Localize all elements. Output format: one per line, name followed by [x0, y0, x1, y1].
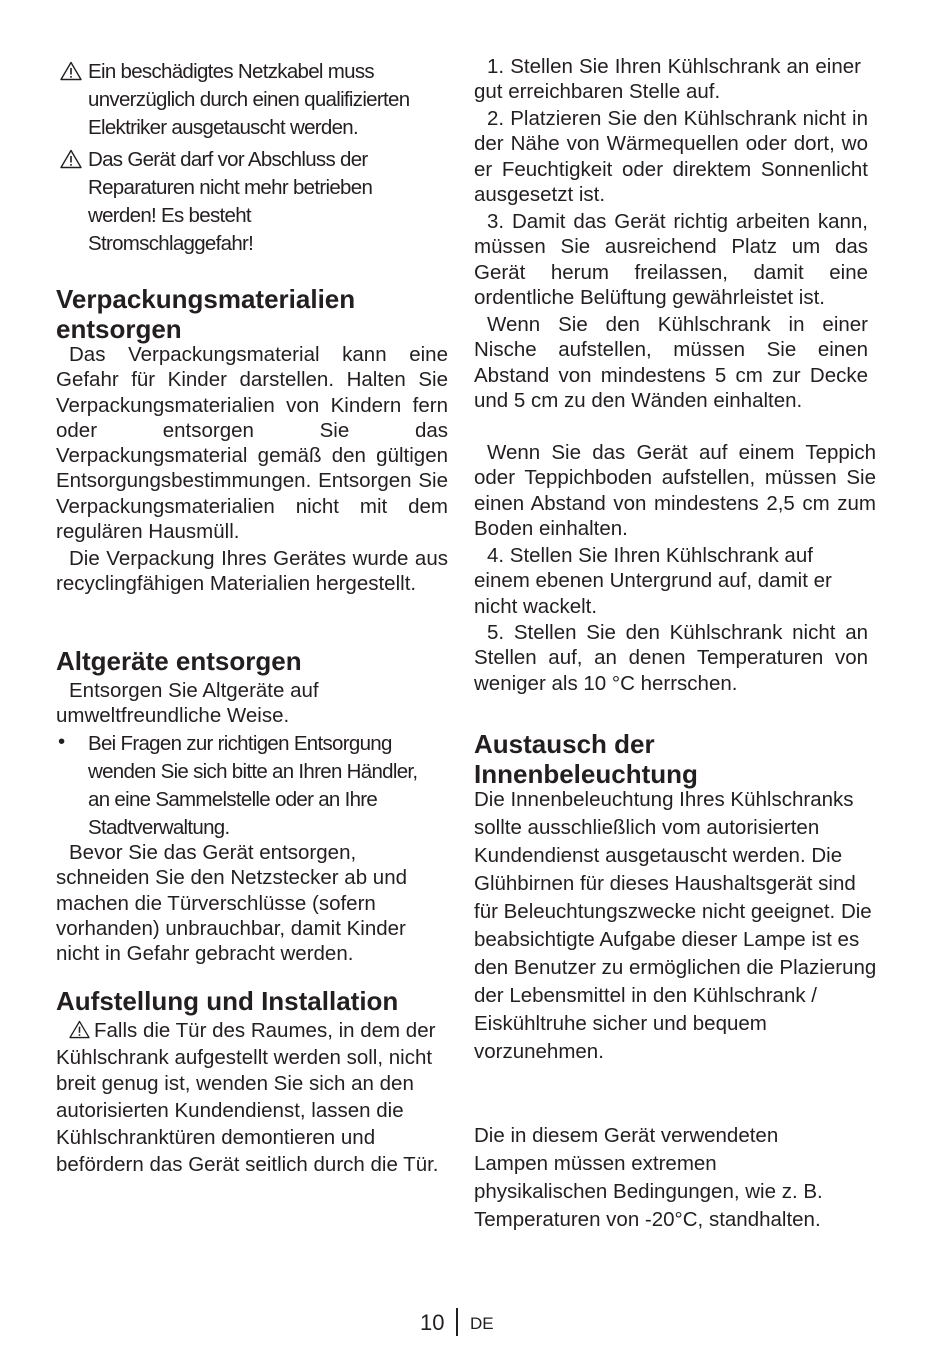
warning-triangle-icon — [60, 61, 82, 81]
old-devices-paragraph-2: Bevor Sie das Gerät entsorgen, schneiden Sie den Netzstecker ab und machen die Türverschlüsse (sofern vorhanden) unbrauchbar, damit Kinder nicht in Gefahr gebracht werden. — [56, 841, 408, 966]
language-code: DE — [470, 1314, 494, 1333]
installation-paragraph — [56, 1018, 441, 1178]
heading-old-devices: Altgeräte entsorgen — [56, 646, 302, 676]
lighting-paragraph-2: Die in diesem Gerät verwendeten Lampen müssen extremen physikalischen Bedingungen, wie z. B. Temperaturen von -20°C, standhalten. — [474, 1124, 823, 1231]
install-step-5: 5. Stellen Sie den Kühlschrank nicht an Stellen auf, an denen Temperaturen von weniger als 10 °C herrschen. — [474, 621, 868, 695]
heading-lighting: Austausch der Innenbeleuchtung — [474, 729, 698, 789]
install-step-3-carpet-note: Wenn Sie das Gerät auf einem Teppich oder Teppichboden aufstellen, müssen Sie einen Abstand von mindestens 2,5 cm zum Boden einhalten. — [474, 441, 876, 540]
warning-triangle-icon — [60, 149, 82, 169]
lighting-paragraph-1: Die Innenbeleuchtung Ihres Kühlschranks sollte ausschließlich vom autorisierten Kundendienst ausgetauscht werden. Die Glühbirnen für dieses Haushaltsgerät sind für Beleuchtungszwecke nicht geeignet. Die beabsichtigte Aufgabe dieser Lampe ist es den Benutzer zu ermöglichen die Plazierung der Lebensmittel in den Kühlschrank / Eiskühltruhe sicher und bequem vorzunehmen. — [474, 788, 877, 1063]
install-step-1: 1. Stellen Sie Ihren Kühlschrank an einer gut erreichbaren Stelle auf. — [474, 55, 861, 104]
old-devices-paragraph-1: Entsorgen Sie Altgeräte auf umweltfreundliche Weise. — [56, 679, 319, 728]
heading-installation: Aufstellung und Installation — [56, 986, 399, 1016]
warning-triangle-icon — [69, 1020, 90, 1039]
bullet-dot-icon: • — [58, 730, 66, 753]
packaging-paragraph-1: Das Verpackungsmaterial kann eine Gefahr für Kinder darstellen. Halten Sie Verpackungsmaterialien von Kindern fern oder entsorgen Sie das Verpackungsmaterial gemäß den gültigen Entsorgungsbestimmungen. Entsorgen Sie Verpackungsmaterialien nicht mit dem regulären Hausmüll. — [56, 343, 448, 544]
packaging-paragraph-2: Die Verpackung Ihres Gerätes wurde aus recyclingfähigen Materialien hergestellt. — [56, 547, 448, 596]
install-step-3-niche-note: Wenn Sie den Kühlschrank in einer Nische aufstellen, müssen Sie einen Abstand von mindestens 5 cm zur Decke und 5 cm zu den Wänden einhalten. — [474, 313, 868, 412]
installation-paragraph-text: Falls die Tür des Raumes, in dem der Kühlschrank aufgestellt werden soll, nicht breit genug ist, wenden Sie sich an den autorisierten Kundendienst, lassen die Kühlschranktüren demontieren und befördern das Gerät seitlich durch die Tür. — [56, 1019, 439, 1176]
heading-packaging: Verpackungsmaterialien entsorgen — [56, 284, 356, 344]
page-footer — [0, 1308, 950, 1348]
old-devices-bullet-text: Bei Fragen zur richtigen Entsorgung wenden Sie sich bitte an Ihren Händler, an eine Sammelstelle oder an Ihre Stadtverwaltung. — [88, 732, 418, 839]
warning-repair-text: Das Gerät darf vor Abschluss der Reparaturen nicht mehr betrieben werden! Es besteht Stromschlaggefahr! — [88, 148, 373, 255]
install-step-3: 3. Damit das Gerät richtig arbeiten kann, müssen Sie ausreichend Platz um das Gerät herum freilassen, damit eine ordentliche Belüftung gewährleistet ist. — [474, 210, 868, 309]
page-number: 10 — [420, 1310, 445, 1335]
install-step-2: 2. Platzieren Sie den Kühlschrank nicht in der Nähe von Wärmequellen oder dort, wo er Feuchtigkeit oder direktem Sonnenlicht ausgesetzt ist. — [474, 107, 868, 206]
footer-separator — [456, 1308, 458, 1336]
warning-power-cable-text: Ein beschädigtes Netzkabel muss unverzüglich durch einen qualifizierten Elektriker ausgetauscht werden. — [88, 60, 410, 139]
install-step-4: 4. Stellen Sie Ihren Kühlschrank auf einem ebenen Untergrund auf, damit er nicht wackelt. — [474, 544, 832, 618]
